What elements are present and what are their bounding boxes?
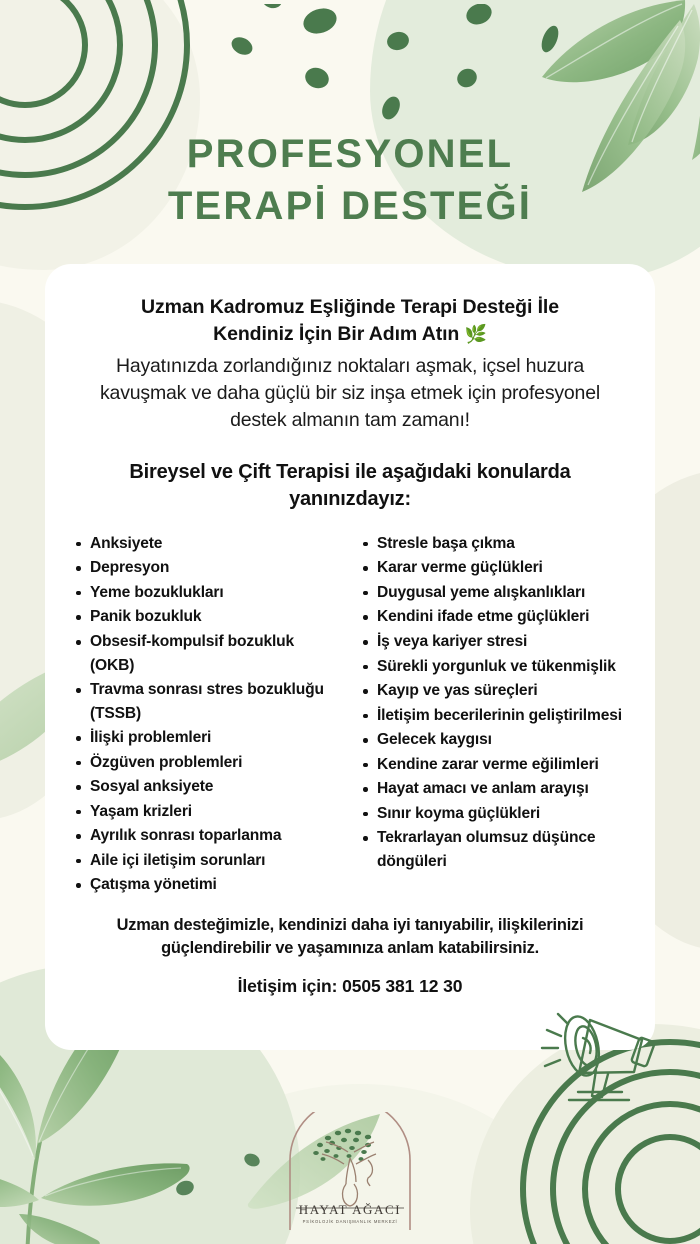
topics-columns [73, 532, 627, 898]
poster-title [0, 128, 700, 232]
contact-line [73, 976, 627, 997]
list-item: İş veya kariyer stresi [360, 630, 627, 654]
logo-name: HAYAT AĞACI [298, 1202, 402, 1217]
megaphone-icon [536, 996, 672, 1104]
topics-column-left [73, 532, 340, 898]
intro-heading [73, 294, 627, 348]
list-item: Panik bozukluk [73, 605, 340, 629]
content-card [45, 264, 655, 1050]
topic-list-right [360, 532, 627, 873]
list-item: İlişki problemleri [73, 726, 340, 750]
list-item: Stresle başa çıkma [360, 532, 627, 556]
section-heading: Bireysel ve Çift Terapisi ile aşağıdaki konularda yanınızdayız: [129, 460, 571, 511]
logo-subtitle: PSİKOLOJİK DANIŞMANLIK MERKEZİ [302, 1219, 398, 1224]
list-item: Kendini ifade etme güçlükleri [360, 605, 627, 629]
list-item: Hayat amacı ve anlam arayışı [360, 777, 627, 801]
list-item: Yeme bozuklukları [73, 581, 340, 605]
contact-phone[interactable]: 0505 381 12 30 [342, 976, 463, 997]
title-line-1: PROFESYONEL [186, 132, 514, 176]
list-item: İletişim becerilerinin geliştirilmesi [360, 704, 627, 728]
contact-label: İletişim için: [237, 976, 338, 997]
list-item: Kayıp ve yas süreçleri [360, 679, 627, 703]
intro-heading-line-2: Kendiniz İçin Bir Adım Atın [213, 322, 460, 345]
tree-trunk-icon [322, 1142, 376, 1206]
list-item: Karar verme güçlükleri [360, 556, 627, 580]
list-item: Obsesif-kompulsif bozukluk (OKB) [73, 630, 340, 677]
herb-icon: 🌿 [464, 323, 487, 344]
topic-list-left [73, 532, 340, 897]
list-item: Anksiyete [73, 532, 340, 556]
list-item: Özgüven problemleri [73, 751, 340, 775]
list-item: Aile içi iletişim sorunları [73, 849, 340, 873]
list-item: Travma sonrası stres bozukluğu (TSSB) [73, 678, 340, 725]
tree-icon [313, 1129, 371, 1161]
closing-statement: Uzman desteğimizle, kendinizi daha iyi tanıyabilir, ilişkilerinizi güçlendirebilir ve yaşamınıza anlam katabilirsiniz. [116, 915, 584, 958]
list-item: Sosyal anksiyete [73, 775, 340, 799]
title-line-2: TERAPİ DESTEĞİ [167, 184, 533, 228]
list-item: Yaşam krizleri [73, 800, 340, 824]
list-item: Çatışma yönetimi [73, 873, 340, 897]
brand-logo [270, 1112, 430, 1236]
list-item: Sınır koyma güçlükleri [360, 802, 627, 826]
intro-heading-line-1: Uzman Kadromuz Eşliğinde Terapi Desteği İle [141, 296, 559, 318]
topics-column-right [360, 532, 627, 874]
list-item: Sürekli yorgunluk ve tükenmişlik [360, 655, 627, 679]
list-item: Ayrılık sonrası toparlanma [73, 824, 340, 848]
list-item: Duygusal yeme alışkanlıkları [360, 581, 627, 605]
list-item: Tekrarlayan olumsuz düşünce döngüleri [360, 826, 627, 873]
list-item: Gelecek kaygısı [360, 728, 627, 752]
intro-body: Hayatınızda zorlandığınız noktaları aşmak, içsel huzura kavuşmak ve daha güçlü bir siz inşa etmek için profesyonel destek almanın tam zamanı! [100, 354, 600, 432]
list-item: Depresyon [73, 556, 340, 580]
list-item: Kendine zarar verme eğilimleri [360, 753, 627, 777]
